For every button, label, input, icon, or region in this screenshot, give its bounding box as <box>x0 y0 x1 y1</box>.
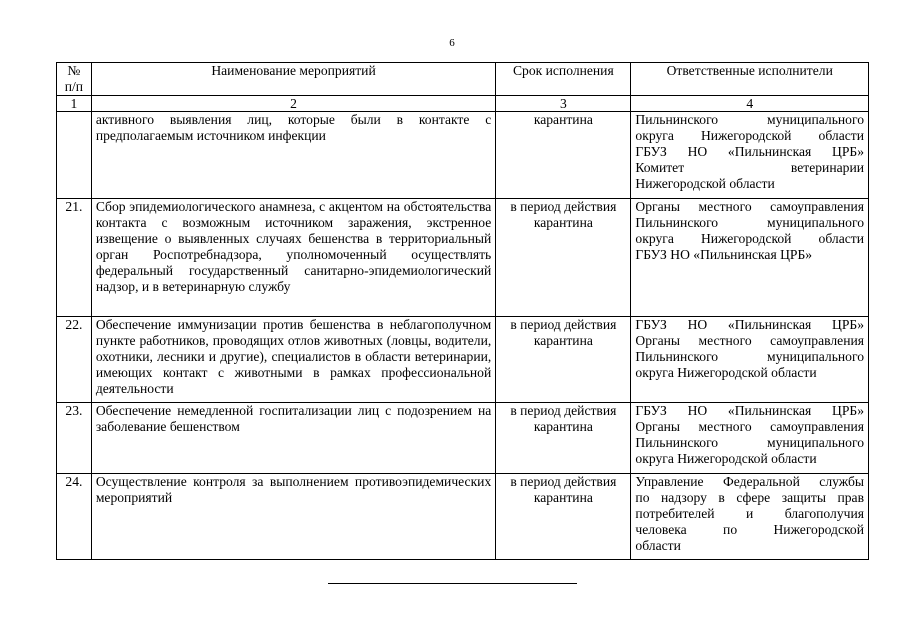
deadline: в период действия карантина <box>496 474 631 560</box>
responsible-executors <box>631 474 869 560</box>
header-deadline: Срок исполнения <box>496 63 631 96</box>
responsible-executors <box>631 112 869 199</box>
index-cell: 4 <box>631 96 869 112</box>
responsible-line: округа Нижегородской области <box>635 231 864 246</box>
responsible-line: потребителей и благополучия <box>635 506 864 521</box>
table-row <box>57 474 869 560</box>
table-row <box>57 403 869 474</box>
responsible-executors <box>631 403 869 474</box>
responsible-line: Органы местного самоуправления <box>635 199 864 214</box>
table-row <box>57 317 869 403</box>
responsible-line: Пильнинского муниципального <box>635 112 864 127</box>
responsible-line: Пильнинского муниципального <box>635 349 864 364</box>
responsible-line: Управление Федеральной службы <box>635 474 864 489</box>
header-measures: Наименование мероприятий <box>91 63 495 96</box>
responsible-line: ГБУЗ НО «Пильнинская ЦРБ» <box>635 247 813 262</box>
responsible-line: человека по Нижегородской <box>635 522 864 537</box>
deadline: в период действия карантина <box>496 403 631 474</box>
row-number: 23. <box>57 403 92 474</box>
responsible-line: ГБУЗ НО «Пильнинская ЦРБ» <box>635 317 864 332</box>
table-index-row <box>57 96 869 112</box>
measure-name: Осуществление контроля за выполнением противоэпидемических мероприятий <box>91 474 495 560</box>
responsible-line: Пильнинского муниципального <box>635 215 864 230</box>
table-row <box>57 112 869 199</box>
responsible-line: Органы местного самоуправления <box>635 419 864 434</box>
responsible-line: Комитет ветеринарии <box>635 160 864 175</box>
header-responsible: Ответственные исполнители <box>631 63 869 96</box>
responsible-line: округа Нижегородской области <box>635 128 864 143</box>
footer-divider <box>328 583 577 584</box>
deadline: карантина <box>496 112 631 199</box>
measure-name: Обеспечение немедленной госпитализации лиц с подозрением на заболевание бешенством <box>91 403 495 474</box>
index-cell: 1 <box>57 96 92 112</box>
table-row <box>57 199 869 317</box>
measures-table <box>56 62 869 560</box>
responsible-line: Нижегородской области <box>635 176 775 191</box>
responsible-line: Пильнинского муниципального <box>635 435 864 450</box>
index-cell: 3 <box>496 96 631 112</box>
responsible-line: округа Нижегородской области <box>635 365 817 380</box>
table-header-row <box>57 63 869 96</box>
responsible-line: ГБУЗ НО «Пильнинская ЦРБ» <box>635 403 864 418</box>
row-number: 22. <box>57 317 92 403</box>
row-number: 21. <box>57 199 92 317</box>
measure-name: активного выявления лиц, которые были в контакте с предполагаемым источником инфекции <box>91 112 495 199</box>
deadline: в период действия карантина <box>496 317 631 403</box>
responsible-line: по надзору в сфере защиты прав <box>635 490 864 505</box>
measure-name: Обеспечение иммунизации против бешенства в неблагополучном пункте работников, проводящих отлов животных (ловцы, водители, охотники, лесники и другие), специалистов в области ветеринарии, имеющих контакт с животными в рамках профессиональной деятельности <box>91 317 495 403</box>
deadline: в период действия карантина <box>496 199 631 317</box>
header-number: № п/п <box>57 63 92 96</box>
index-cell: 2 <box>91 96 495 112</box>
row-number <box>57 112 92 199</box>
row-number: 24. <box>57 474 92 560</box>
responsible-line: Органы местного самоуправления <box>635 333 864 348</box>
responsible-line: ГБУЗ НО «Пильнинская ЦРБ» <box>635 144 864 159</box>
responsible-line: области <box>635 538 681 553</box>
responsible-line: округа Нижегородской области <box>635 451 817 466</box>
responsible-executors <box>631 199 869 317</box>
measure-name: Сбор эпидемиологического анамнеза, с акцентом на обстоятельства контакта с возможным источником заражения, экстренное извещение о выявленных случаях бешенства в территориальный орган Роспотребнадзора, уполномоченный осуществлять федеральный государственный санитарно-эпидемиологический надзор, и в ветеринарную службу <box>91 199 495 317</box>
page-number: 6 <box>449 37 455 49</box>
responsible-executors <box>631 317 869 403</box>
